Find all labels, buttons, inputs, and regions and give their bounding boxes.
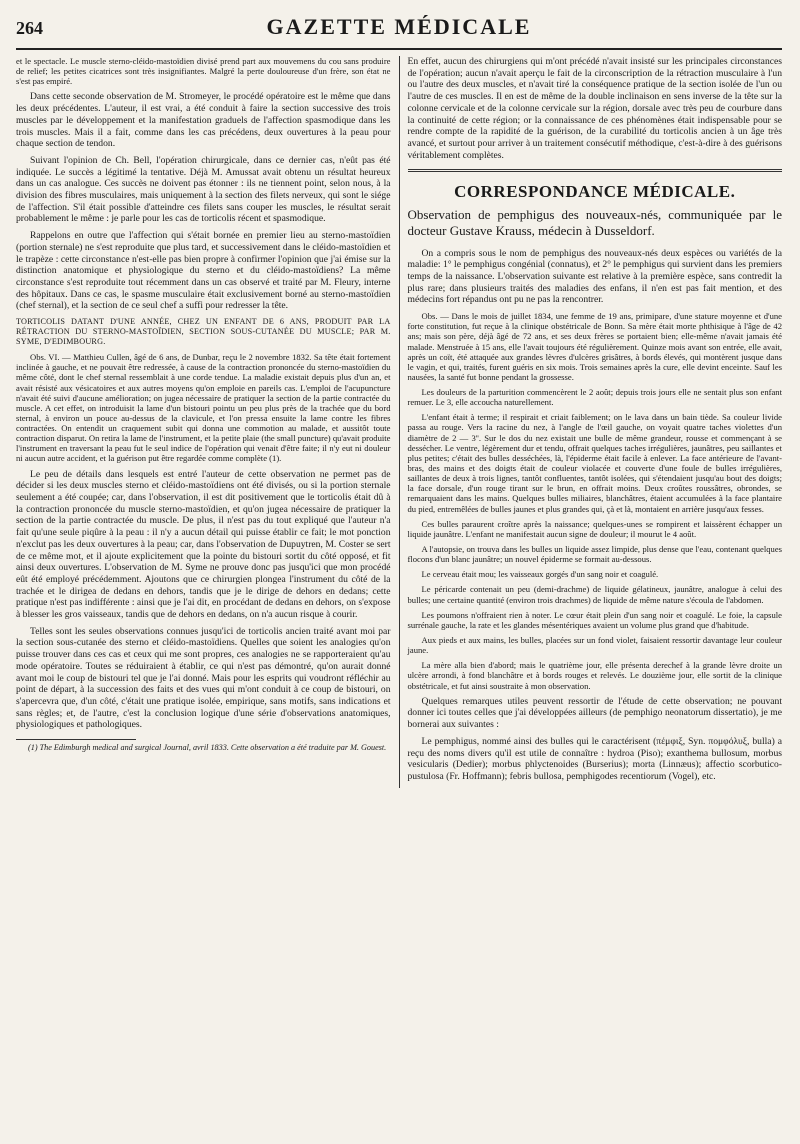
paragraph: Le peu de détails dans lesquels est entré l'auteur de cette observation ne permet pas de décider si les deux muscles sterno et cléido-mastoïdiens ont été divisés, ou si la portion sternale seulement a été coupée; car, dans l'observation, il est dit positivement que le torticolis était dû à la contraction prononcée du muscle sterno-mastoïdien, et qu'on jugea nécessaire de pratiquer la section de la partie contractée du muscle. De plus, il n'est pas du tout expliqué que l'auteur n'a fait qu'une seule piqûre à la peau : il n'y a aucun détail qui puisse établir ce fait; le mot ponction n'exclut pas les deux ouvertures à la peau; car, dans l'observation de Dupuytren, M. Coster se sert de ce même mot, et il ajoute explicitement que la pointe du bistouri sortit du côté opposé, et fit ainsi deux ouvertures. L'observation de M. Syme ne prouve donc pas jusqu'ici que mon procédé eût été employé précédemment. Ajoutons que ce chirurgien plongea l'instrument du côté de la trachée et le dirigea de dedans en dehors, tandis que je le dirige de dehors en dedans; cette pratique n'est pas indifférente : ainsi que je l'ai dit, en procédant de dedans en dehors, on s'expose à blesser les gros vaisseaux, tandis que de dehors en dedans, on n'a aucun risque à courir.: [16, 468, 391, 621]
observation-paragraph: L'enfant était à terme; il respirait et criait faiblement; on le lava dans un bain tiède. Sa couleur livide passa au rouge. Vers la racine du nez, à l'angle de l'œil gauche, on voyait quatre taches violettes d'un diamètre de 2 — 3''. Sur le dos du nez existait une bulle de même grandeur, rousse et commençant à se dessécher. Le ventre, légèrement dur et tendu, offrait quelques taches irrégulières, jaunâtres, peu saillantes et plus petites; c'était des bulles desséchées, là, l'épiderme était facile à enlever. La face antérieure de l'avant-bras, des mains et des doigts était de couleur violacée et couverte d'une foule de bulles irrégulières, saillantes de deux à trois lignes, tantôt confluentes, tantôt isolées, qui s'étendaient jusqu'au bout des doigts; la face dorsale, d'un rouge tirant sur le brun, en offrait moins. Deux croûtes roussâtres, obrondes, se remarquaient dans les mains. Quelques bulles miliaires, blanchâtres, étaient accumulées à la face plantaire du pied, entremêlées de bulles jaunes et plus grandes qui, çà et là, montaient en arrière jusqu'aux fesses.: [407, 412, 782, 514]
paragraph: Dans cette seconde observation de M. Stromeyer, le procédé opératoire est le même que dans les deux précédentes. L'auteur, il est vrai, a été conduit à faire la section successive des trois muscles par le développement et la manifestation graduels de l'affection spasmodique dans les trois muscles. Mais il a fait, comme dans les cas précédens, deux ouvertures à la peau pour chaque section de tendon.: [16, 91, 391, 150]
footnote-divider: [16, 739, 136, 740]
observation-paragraph: A l'autopsie, on trouva dans les bulles un liquide assez limpide, plus dense que l'eau, contenant quelques flocons d'un blanc jaunâtre; un nouvel épiderme se formait au-dessous.: [407, 544, 782, 565]
paragraph-continued: et le spectacle. Le muscle sterno-cléido-mastoïdien divisé prend part aux mouvemens du cou sans produire de relief; les petites cicatrices sont très insignifiantes. Malgré la perte douloureuse d'un frère, son état ne s'est pas empiré.: [16, 56, 391, 87]
left-column: [16, 56, 399, 788]
observation-paragraph: Ces bulles paraurent croître après la naissance; quelques-unes se rompirent et laissèrent échapper un liquide jaunâtre. L'enfant ne manifestait aucun signe de douleur; il mourut le 4 août.: [407, 518, 782, 539]
observation-paragraph: Le péricarde contenait un peu (demi-drachme) de liquide gélatineux, jaunâtre, analogue à celui des bulles; une certaine quantité (environ trois drachmes) de liquide de même nature s'écoula de l'abdomen.: [407, 584, 782, 605]
page-number: 264: [16, 18, 43, 38]
section-divider: [408, 169, 783, 172]
journal-title: GAZETTE MÉDICALE: [266, 14, 532, 39]
observation-paragraph: Aux pieds et aux mains, les bulles, placées sur un fond violet, faisaient ressortir davantage leur couleur jaune.: [407, 635, 782, 656]
paragraph: Rappelons en outre que l'affection qui s'était bornée en premier lieu au sterno-mastoïdien (portion sternale) ne s'est reproduite que plus tard, et successivement dans le cléido-mastoïdien et le trapèze : cette circonstance n'est-elle pas bien propre à confirmer l'opinion que j'ai émise sur la distinction anatomique et physiologique du sterno et du cléido-mastoïdiens? La même circonstance s'est reproduite tout récemment dans un cas observé et traité par M. Fleury, interne des hôpitaux. Dans ce cas, le spasme musculaire était exclusivement borné au sterno-mastoïdien (chef sternal), et la section de ce seul chef a suffi pour redresser la tête.: [16, 230, 391, 312]
observation-paragraph: Les poumons n'offraient rien à noter. Le cœur était plein d'un sang noir et coagulé. Le foie, la capsule surrénale gauche, la rate et les glandes mésentériques avaient un volume plus grand que d'habitude.: [407, 609, 782, 630]
paragraph: Quelques remarques utiles peuvent ressortir de l'étude de cette observation; ne pouvant donner ici toutes celles que j'ai développées ailleurs (de pemphigo neonatorum dissertatio), je me bornerai aux suivantes :: [407, 695, 782, 731]
columns: [16, 56, 782, 788]
observation-paragraph: La mère alla bien d'abord; mais le quatrième jour, elle présenta derechef à la grande lèvre droite un ulcère arrondi, à fond blanchâtre et à bords rouges et relevés. Le douzième jour, elle sortit de la clinique obstétricale, et fut ainsi soustraite à mon observation.: [407, 660, 782, 691]
paragraph: Telles sont les seules observations connues jusqu'ici de torticolis ancien traité avant moi par la section sous-cutanée des sterno et cléido-mastoïdiens. Quelles que soient les analogies qu'on puisse trouver dans ces cas et ceux qui me sont propres, ces analogies ne se rapporteraient qu'au mode opératoire. Toutes se réduiraient à établir, ce qui n'est pas démontré, qu'on aurait donné avant moi le coup de bistouri tel que je l'ai donné. Mais pour les esprits qui voudront réfléchir au point de départ, à la succession des faits et des vues qui m'ont conduit à ce coup de bistouri, on s'apercevra que, d'un côté, c'était une pratique isolée, empirique, sans motifs, sans indications et sans règles; et, de l'autre, c'est la conclusion logique d'une série d'observations anatomiques, physiologiques et pathologiques.: [16, 625, 391, 731]
page-header: [16, 14, 782, 50]
footnote: (1) The Edimburgh medical and surgical Journal, avril 1833. Cette observation a été traduite par M. Gouest.: [28, 743, 387, 753]
section-title: CORRESPONDANCE MÉDICALE.: [454, 182, 736, 202]
paragraph: Suivant l'opinion de Ch. Bell, l'opération chirurgicale, dans ce dernier cas, n'eût pas été indiquée. Le succès a légitimé la tentative. Déjà M. Amussat avait obtenu un résultat heureux dans un cas analogue. Ces succès ne doivent pas étonner : ils ne tiennent point, selon nous, à la division des fibres musculaires, mais uniquement à la section des filets nerveux, qui sont le siége de l'affection. S'il était possible d'atteindre ces filets sans couper les muscles, le résultat serait probablement le même : je parle pour les cas de torticolis récent et spasmodique.: [16, 154, 391, 225]
observation-paragraph: Les douleurs de la parturition commencèrent le 2 août; depuis trois jours elle ne sentait plus son enfant remuer. Le 3, elle accoucha naturellement.: [407, 387, 782, 408]
paragraph: Le pemphigus, nommé ainsi des bulles qui le caractérisent (πέμφιξ, Syn. πομφόλυξ, bulla) a reçu des noms divers qu'il est utile de connaître : hydroa (Piso); exanthema bullosum, morbus vesicularis (Dedier); morbus phlyctenoides (Burserius); morta (Linnæus); affectio scorbutico-pustulosa (Fr. Hoffmann); febris bullosa, pemphigodes recentiorum (Vogel), etc.: [407, 735, 782, 782]
paragraph: On a compris sous le nom de pemphigus des nouveaux-nés deux espèces ou variétés de la maladie: 1° le pemphigus congénial (connatus), et 2° le pemphigus qui survient dans les premiers temps de la naissance. L'observation suivante est relative à la première espèce, sans contredit la plus rare; dans plusieurs traités des maladies des enfans, il n'en est pas fait mention, et des médecins fort répandus ont pu ne pas la rencontrer.: [407, 247, 782, 306]
paragraph-continued: En effet, aucun des chirurgiens qui m'ont précédé n'avait insisté sur les principales circonstances de l'opération; aucun n'avait aperçu le fait de la circonscription de la rétraction musculaire à l'un ou l'autre des deux muscles, et n'avait tiré la conséquence pratique de la section isolée de l'un ou l'autre de ces muscles. Il en est de même de la double inclinaison en sens inverse de la tête sur la colonne cervicale et de la colonne cervicale sur la région, dorsale avec très peu de courbure dans la continuité de cette région; or la connaissance de ces phénomènes était indispensable pour se rendre compte de la rapidité de la guérison, de la curabilité du torticolis ancien à un âge très avancé, et surtout pour arriver à un traitement consécutif méthodique, c'est-à-dire à des guérisons véritablement complètes.: [407, 56, 782, 161]
case-heading: TORTICOLIS DATANT D'UNE ANNÉE, CHEZ UN ENFANT DE 6 ANS, PRODUIT PAR LA RÉTRACTION DU STERNO-MASTOÏDIEN, SECTION SOUS-CUTANÉE DU MUSCLE; PAR M. SYME, D'EDIMBOURG.: [16, 317, 391, 347]
article-title: Observation de pemphigus des nouveaux-nés, communiquée par le docteur Gustave Krauss, médecin à Dusseldorf.: [407, 207, 782, 239]
observation-paragraph: Obs. — Dans le mois de juillet 1834, une femme de 19 ans, primipare, d'une stature moyenne et d'une forte constitution, fut reçue à la clinique obstétricale de Bonn. Sa mère était morte phthisique à l'âge de 42 ans; mais son père, déjà âgé de 72 ans, et ses deux frères se portaient bien; elle-même n'avait jamais été malade. Menstruée à 15 ans, elle l'avait toujours été régulièrement. Quinze mois avant son entrée, elle avait, après un coït, été attaquée aux grandes lèvres d'ulcères grisâtres, à bords élevés, qui montèrent jusque dans le vagin, et qui, traités, furent guéris en six mois. Trois semaines après la cure, elle devint enceinte. Sauf les nausées, la santé fut bonne pendant la grossesse.: [407, 311, 782, 382]
case-observation: Obs. VI. — Matthieu Cullen, âgé de 6 ans, de Dunbar, reçu le 2 novembre 1832. Sa tête était fortement inclinée à gauche, et ne pouvait être redressée, à cause de la contraction prononcée du sterno-mastoïdien du même côté, dont le chef sternal ressemblait à une corde tendue. La maladie existait depuis plus d'un an, et avait résisté aux vésicatoires et aux autres moyens qu'on emploie en pareils cas. L'emploi de l'acupuncture n'avait été suivi d'aucune amélioration; on jugea nécessaire de pratiquer la section de la partie contractée du muscle. A cet effet, on introduisit la lame d'un bistouri pointu un peu plus près de la trachée que du bord sternal, à environ un pouce au-dessus de la clavicule, et l'on pressa ensuite la lame contre les fibres contractées. On entendit un craquement subit qui donna une commotion au malade, et aussitôt toute contraction disparut. On retira la lame de l'instrument, et la petite plaie (the small puncture) qu'avait produite l'instrument en traversant la peau fut le seul indice de l'opération qui venait d'être faite; il n'y eut ni douleur ni aucun autre accident, et la guérison put être regardée comme complète (1).: [16, 352, 391, 464]
observation-paragraph: Le cerveau était mou; les vaisseaux gorgés d'un sang noir et coagulé.: [421, 569, 659, 580]
right-column: [399, 56, 783, 788]
